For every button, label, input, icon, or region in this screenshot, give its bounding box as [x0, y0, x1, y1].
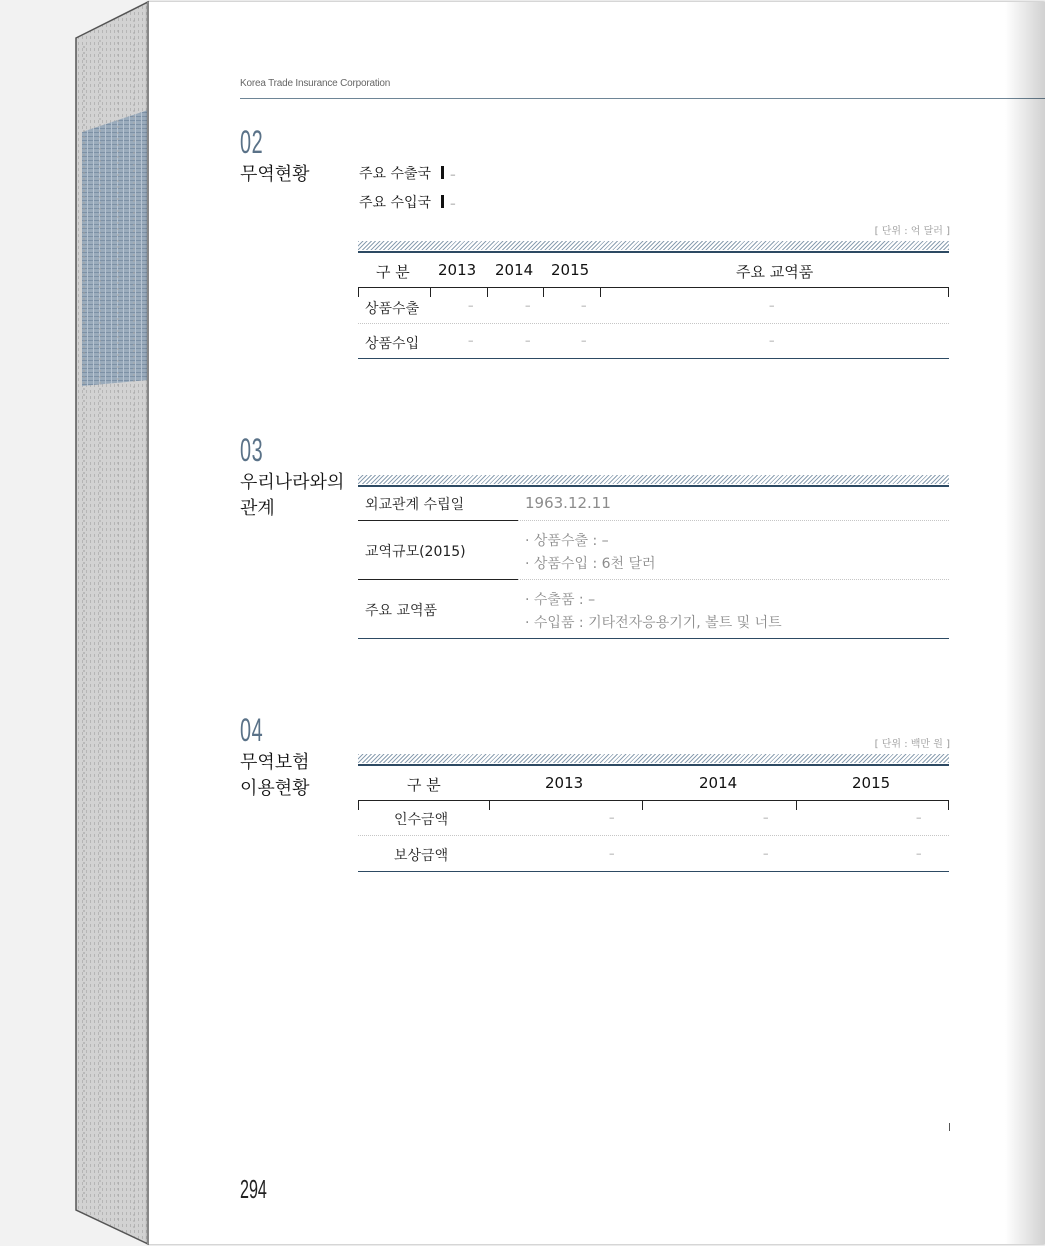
unit-note: [ 단위 : 백만 원 ] — [874, 739, 950, 750]
cell-2013: – — [609, 847, 615, 860]
col-header-2015: 2015 — [852, 774, 891, 792]
col-header-2014: 2014 — [495, 261, 534, 279]
section-title-trade-status: 무역현황 — [240, 164, 310, 185]
col-header-category: 구 분 — [407, 776, 441, 794]
page-gutter-shadow — [1005, 2, 1045, 1244]
header-rule — [240, 98, 1045, 99]
row-label: 상품수입 — [365, 336, 420, 352]
table-hatch-top — [358, 241, 949, 250]
main-export-value: – — [450, 168, 456, 181]
table-top-rule — [358, 251, 949, 253]
main-items-export: · 수출품 : – — [525, 592, 596, 608]
table-bottom-rule — [358, 638, 949, 639]
cell-2015: – — [581, 334, 587, 347]
trade-volume-export: · 상품수출 : – — [525, 533, 609, 549]
document-page — [147, 2, 1045, 1244]
col-header-category: 구 분 — [376, 263, 410, 281]
label-divider — [358, 520, 518, 521]
col-header-2015: 2015 — [551, 261, 590, 279]
table-bottom-rule — [358, 358, 949, 359]
row-label: 보상금액 — [394, 848, 449, 864]
row-label: 인수금액 — [394, 812, 449, 828]
cell-2014: – — [525, 299, 531, 312]
col-tick — [796, 800, 797, 810]
separator-bar — [441, 195, 444, 208]
row-divider — [358, 835, 949, 836]
cell-2015: – — [916, 847, 922, 860]
page-number: 294 — [240, 1174, 267, 1204]
col-tick — [358, 800, 359, 810]
row-label-diplomatic: 외교관계 수립일 — [365, 497, 465, 513]
cell-2015: – — [916, 811, 922, 824]
row-label: 상품수출 — [365, 301, 420, 317]
row-divider — [518, 520, 949, 521]
section-title-relations-line1: 우리나라와의 — [240, 472, 345, 493]
cell-2013: – — [609, 811, 615, 824]
col-tick — [543, 287, 544, 297]
col-tick — [430, 287, 431, 297]
label-divider — [358, 579, 518, 580]
section-number-03: 03 — [240, 432, 264, 468]
cell-2013: – — [468, 334, 474, 347]
col-header-2014: 2014 — [699, 774, 738, 792]
section-number-02: 02 — [240, 124, 264, 160]
col-tick — [600, 287, 601, 297]
cell-main-items: – — [769, 334, 775, 347]
cell-2014: – — [763, 847, 769, 860]
cell-main-items: – — [769, 299, 775, 312]
row-divider — [358, 323, 949, 324]
main-import-country — [359, 192, 456, 212]
table-top-rule — [358, 485, 949, 487]
col-tick — [948, 287, 949, 297]
separator-bar — [441, 166, 444, 179]
section-number-04: 04 — [240, 712, 264, 748]
col-header-main-items: 주요 교역품 — [736, 263, 814, 281]
col-tick — [487, 287, 488, 297]
header-bottom-rule — [358, 800, 949, 801]
header-bottom-rule — [358, 287, 949, 288]
col-tick — [948, 800, 949, 810]
section-title-insurance-line1: 무역보험 — [240, 752, 310, 773]
section-title-insurance-line2: 이용현황 — [240, 778, 310, 799]
main-import-value: – — [450, 197, 456, 210]
main-export-country — [359, 163, 456, 183]
col-tick — [642, 800, 643, 810]
table-hatch-top — [358, 475, 949, 484]
cell-2014: – — [763, 811, 769, 824]
book-spine-edge — [0, 0, 150, 1246]
unit-note: [ 단위 : 억 달러 ] — [874, 226, 950, 237]
section-title-relations-line2: 관계 — [240, 498, 275, 519]
table-bottom-rule — [358, 871, 949, 872]
page-edge — [147, 2, 149, 1244]
col-tick — [489, 800, 490, 810]
row-divider — [518, 579, 949, 580]
col-header-2013: 2013 — [545, 774, 584, 792]
cell-2013: – — [468, 299, 474, 312]
cell-2014: – — [525, 334, 531, 347]
col-tick — [358, 287, 359, 297]
table-top-rule — [358, 764, 949, 766]
main-items-import: · 수입품 : 기타전자응용기기, 볼트 및 너트 — [525, 615, 782, 631]
diplomatic-date: 1963.12.11 — [525, 494, 611, 512]
table-hatch-top — [358, 754, 949, 763]
running-header: Korea Trade Insurance Corporation — [240, 78, 391, 89]
cell-2015: – — [581, 299, 587, 312]
col-header-2013: 2013 — [438, 261, 477, 279]
main-export-label: 주요 수출국 — [359, 166, 432, 182]
trade-volume-import: · 상품수입 : 6천 달러 — [525, 556, 656, 572]
main-import-label: 주요 수입국 — [359, 195, 432, 211]
margin-mark — [949, 1123, 950, 1131]
row-label-trade-volume: 교역규모(2015) — [365, 544, 466, 560]
row-label-main-items: 주요 교역품 — [365, 603, 438, 619]
